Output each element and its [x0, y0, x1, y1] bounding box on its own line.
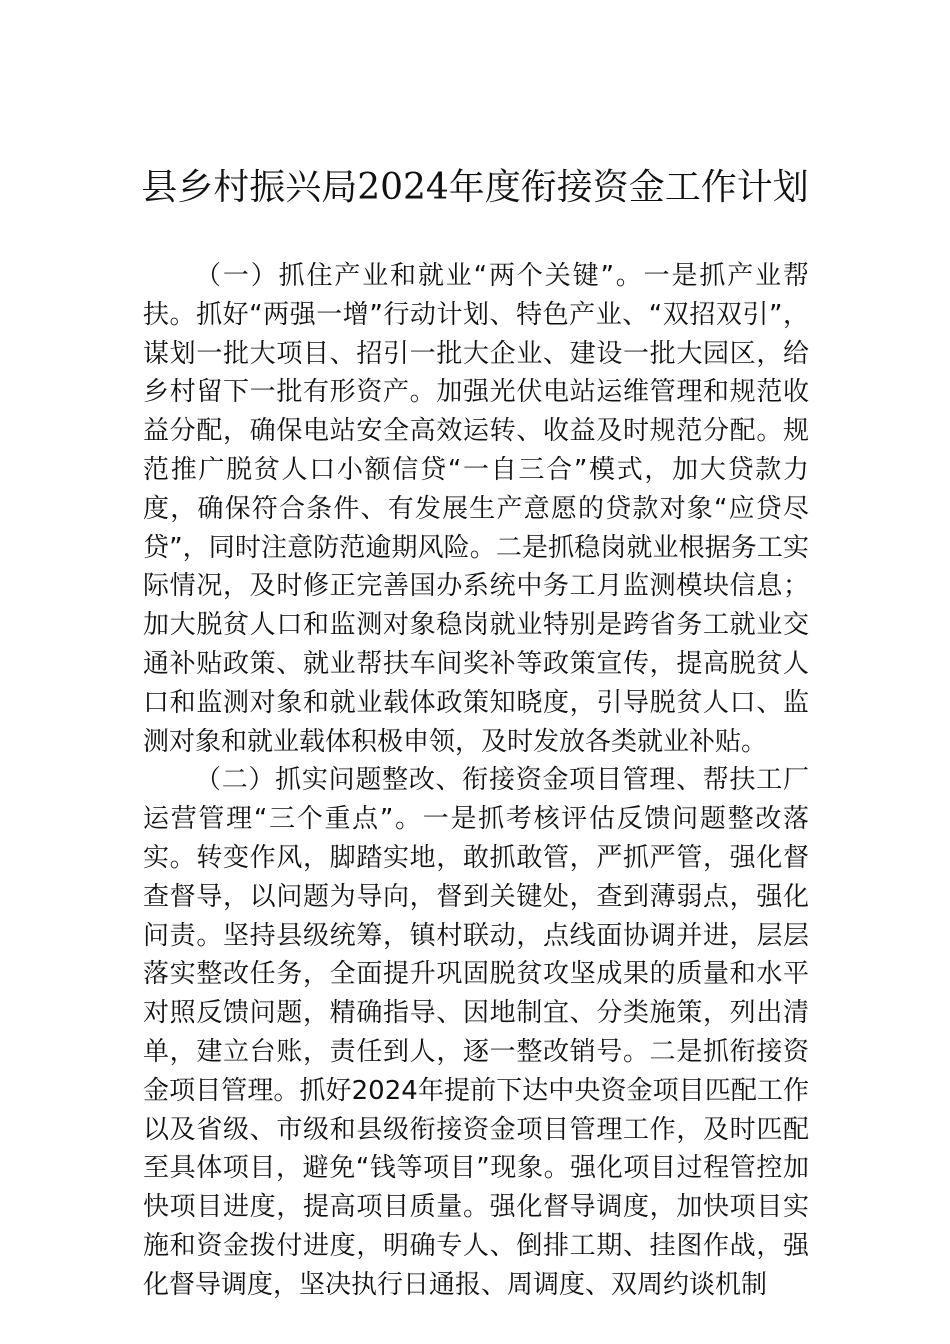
paragraph-1: （一）抓住产业和就业“两个关键”。一是抓产业帮扶。抓好“两强一增”行动计划、特色产业、“双招双引”，谋划一批大项目、招引一批大企业、建设一批大园区，给乡村留下一批有形资产。加强光伏电站运维管理和规范收益分配，确保电站安全高效运转、收益及时规范分配。规范推广脱贫人口小额信贷“一自三合”模式，加大贷款力度，确保符合条件、有发展生产意愿的贷款对象“应贷尽贷”，同时注意防范逾期风险。二是抓稳岗就业根据务工实际情况，及时修正完善国办系统中务工月监测模块信息；加大脱贫人口和监测对象稳岗就业特别是跨省务工就业交通补贴政策、就业帮扶车间奖补等政策宣传，提高脱贫人口和监测对象和就业载体政策知晓度，引导脱贫人口、监测对象和就业载体积极申领，及时发放各类就业补贴。	[143, 261, 809, 757]
document-body	[143, 257, 809, 1305]
paragraph-2: （二）抓实问题整改、衔接资金项目管理、帮扶工厂运营管理“三个重点”。一是抓考核评估反馈问题整改落实。转变作风，脚踏实地，敢抓敢管，严抓严管，强化督查督导，以问题为导向，督到关键处，查到薄弱点，强化问责。坚持县级统筹，镇村联动，点线面协调并进，层层落实整改任务，全面提升巩固脱贫攻坚成果的质量和水平对照反馈问题，精确指导、因地制宜、分类施策，列出清单，建立台账，责任到人，逐一整改销号。二是抓衔接资金项目管理。抓好2024年提前下达中央资金项目匹配工作以及省级、市级和县级衔接资金项目管理工作，及时匹配至具体项目，避免“钱等项目”现象。强化项目过程管控加快项目进度，提高项目质量。强化督导调度，加快项目实施和资金拨付进度，明确专人、倒排工期、挂图作战，强化督导调度，坚决执行日通报、周调度、双周约谈机制	[143, 765, 809, 1300]
document-title: 县乡村振兴局2024年度衔接资金工作计划	[141, 167, 809, 208]
